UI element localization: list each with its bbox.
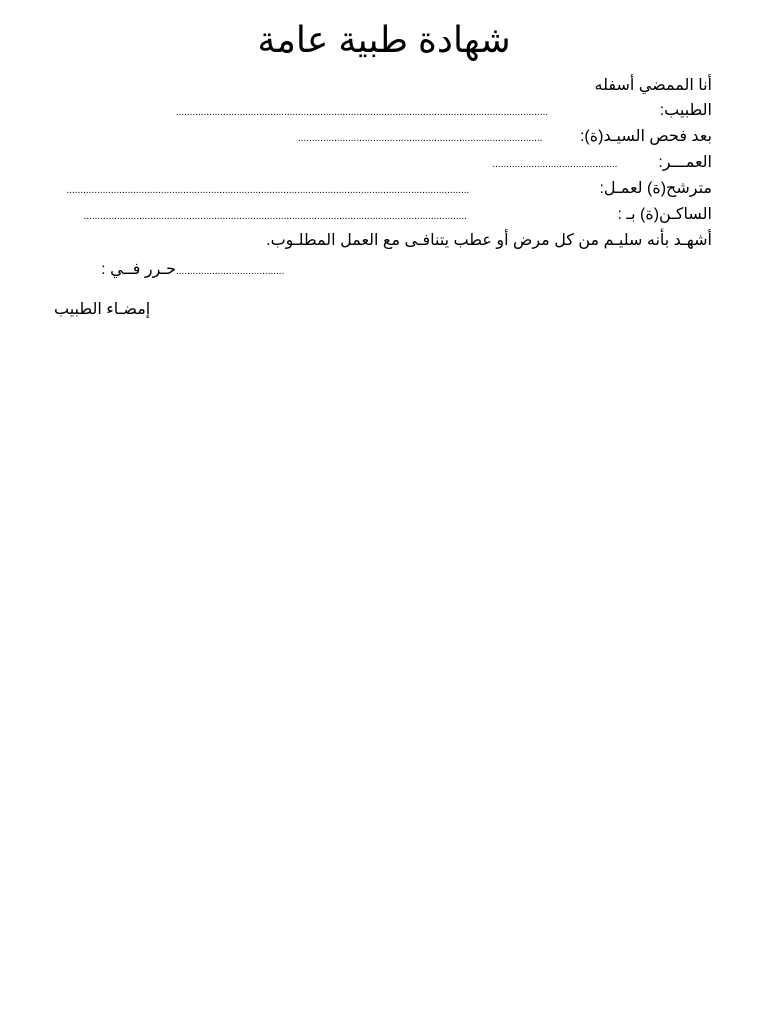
field-patient-label: بعد فحص السيـد(ة): [579, 128, 712, 145]
document-title: شهادة طبية عامة [257, 19, 511, 60]
field-patient [282, 125, 712, 149]
intro-line: أنا الممضي أسفله [594, 77, 712, 94]
declaration-text: أشهـد بأنه سليـم من كل مرض أو عطب يتنافـى مع العمل المطلـوب. [266, 232, 712, 249]
field-doctor-label: الطبيب: [659, 102, 712, 119]
field-patient-dots: ........................................................................................ [297, 133, 543, 144]
field-job [58, 177, 712, 201]
field-job-dots: ................................................................................................................................................. [66, 185, 470, 196]
signature-label: إمضـاء الطبيب [54, 301, 151, 318]
field-doctor-dots: ...................................................................................................................................... [175, 107, 549, 118]
field-job-label: مترشح(ة) لعمـل: [599, 180, 712, 197]
place-label: حـرر فــي : [101, 261, 176, 278]
field-address [68, 203, 712, 227]
field-doctor [172, 99, 712, 123]
field-age-label: العمـــر: [658, 154, 712, 171]
field-address-label: الساكـن(ة) بـ : [617, 206, 712, 223]
field-address-dots: .......................................................................................................................................... [83, 211, 467, 222]
field-age [482, 151, 712, 175]
place-dots: ....................................... [176, 266, 285, 277]
field-age-dots: ............................................. [492, 159, 618, 170]
place-line [56, 258, 326, 282]
